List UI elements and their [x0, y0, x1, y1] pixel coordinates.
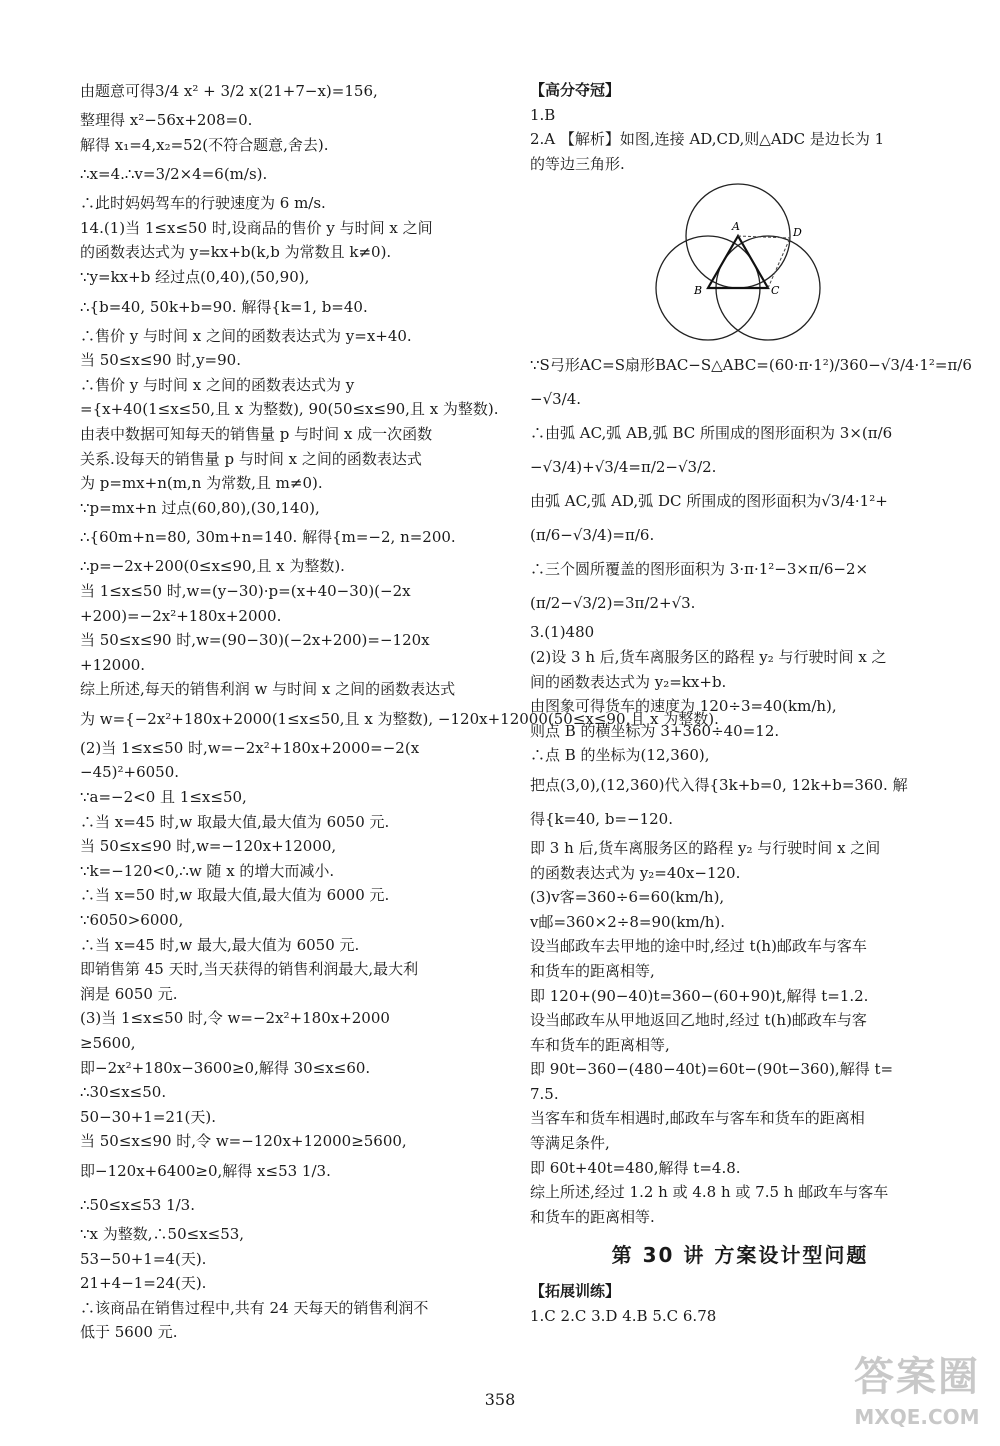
- text-line: 1.C 2.C 3.D 4.B 5.C 6.78: [530, 1307, 717, 1326]
- text-line: ∴当 x=50 时,w 取最大值,最大值为 6000 元.: [80, 886, 390, 905]
- text-line: ∴当 x=45 时,w 取最大值,最大值为 6050 元.: [80, 812, 390, 831]
- text-line: 车和货车的距离相等,: [530, 1035, 670, 1054]
- text-line: ∴{b=40, 50k+b=90. 解得{k=1, b=40.: [80, 297, 368, 316]
- text-line: 7.5.: [530, 1084, 559, 1103]
- text-line: ={x+40(1≤x≤50,且 x 为整数), 90(50≤x≤90,且 x 为整数).: [80, 400, 499, 419]
- text-line: −√3/4)+√3/4=π/2−√3/2.: [530, 458, 717, 477]
- watermark-title: 答案圈: [854, 1354, 980, 1400]
- text-line: 1.B: [530, 105, 556, 124]
- text-line: (3)当 1≤x≤50 时,令 w=−2x²+180x+2000: [80, 1009, 390, 1028]
- text-line: ≥5600,: [80, 1034, 136, 1052]
- text-line: 当 50≤x≤90 时,令 w=−120x+12000≥5600,: [80, 1132, 407, 1151]
- watermark-logo: [842, 1350, 992, 1440]
- text-line: 即 3 h 后,货车离服务区的路程 y₂ 与行驶时间 x 之间: [530, 838, 881, 857]
- text-line: ∵S弓形AC=S扇形BAC−S△ABC=(60·π·1²)/360−√3/4·1²=π/6: [530, 356, 972, 375]
- text-line: ∴此时妈妈驾车的行驶速度为 6 m/s.: [80, 194, 326, 213]
- text-line: 当客车和货车相遇时,邮政车与客车和货车的距离相: [530, 1109, 865, 1128]
- text-line: 当 1≤x≤50 时,w=(y−30)·p=(x+40−30)(−2x: [80, 581, 411, 600]
- segment-cd: [768, 238, 790, 288]
- geometry-diagram: [648, 180, 828, 344]
- right-tail-block: [530, 1279, 950, 1328]
- text-line: 间的函数表达式为 y₂=kx+b.: [530, 672, 727, 691]
- text-line: ∴点 B 的坐标为(12,360),: [530, 746, 710, 765]
- right-column: [530, 74, 972, 1329]
- text-line: ∵a=−2<0 且 1≤x≤50,: [80, 788, 247, 807]
- text-line: 由弧 AC,弧 AD,弧 DC 所围成的图形面积为√3/4·1²+: [530, 492, 888, 511]
- text-line: 则点 B 的横坐标为 3+360÷40=12.: [530, 721, 780, 740]
- text-line: ∴当 x=45 时,w 最大,最大值为 6050 元.: [80, 935, 360, 954]
- lecture-title: 第 30 讲 方案设计型问题: [611, 1243, 869, 1268]
- text-line: 21+4−1=24(天).: [80, 1274, 207, 1293]
- text-line: ∴50≤x≤53 1/3.: [80, 1195, 195, 1214]
- text-line: 为 w={−2x²+180x+2000(1≤x≤50,且 x 为整数), −120x+12000(50≤x≤90,且 x 为整数).: [80, 709, 719, 728]
- text-line: ∴p=−2x+200(0≤x≤90,且 x 为整数).: [80, 557, 345, 576]
- text-line: 设当邮政车从甲地返回乙地时,经过 t(h)邮政车与客: [530, 1011, 867, 1030]
- text-line: 综上所述,经过 1.2 h 或 4.8 h 或 7.5 h 邮政车与客车: [530, 1183, 889, 1202]
- text-line: v邮=360×2÷8=90(km/h).: [530, 912, 726, 931]
- text-line: 把点(3,0),(12,360)代入得{3k+b=0, 12k+b=360. 解: [530, 775, 908, 794]
- text-line: 即 90t−360−(480−40t)=60t−(90t−360),解得 t=: [530, 1060, 894, 1079]
- text-line: ∴30≤x≤50.: [80, 1083, 167, 1102]
- text-line: 50−30+1=21(天).: [80, 1107, 216, 1126]
- text-line: 即 60t+40t=480,解得 t=4.8.: [530, 1158, 741, 1177]
- text-line: (2)当 1≤x≤50 时,w=−2x²+180x+2000=−2(x: [80, 738, 420, 757]
- page-number: 358: [484, 1390, 516, 1409]
- label-a: A: [732, 220, 740, 234]
- text-line: 得{k=40, b=−120.: [530, 809, 673, 828]
- text-line: 解得 x₁=4,x₂=52(不符合题意,舍去).: [80, 135, 329, 154]
- text-line: 3.(1)480: [530, 623, 595, 642]
- label-b: B: [694, 284, 703, 298]
- text-line: 为 p=mx+n(m,n 为常数,且 m≠0).: [80, 474, 323, 493]
- text-line: 即 120+(90−40)t=360−(60+90)t,解得 t=1.2.: [530, 986, 869, 1005]
- text-line: 当 50≤x≤90 时,y=90.: [80, 351, 241, 370]
- text-line: +200)=−2x²+180x+2000.: [80, 606, 282, 625]
- three-circles-figure: [648, 180, 828, 344]
- right-top-block: [530, 78, 950, 176]
- text-line: 由题意可得3/4 x² + 3/2 x(21+7−x)=156,: [80, 82, 378, 100]
- text-line: (π/6−√3/4)=π/6.: [530, 526, 655, 545]
- text-line: 整理得 x²−56x+208=0.: [80, 111, 253, 129]
- text-line: 综上所述,每天的销售利润 w 与时间 x 之间的函数表达式: [80, 680, 456, 699]
- text-line: ∴x=4.∴v=3/2×4=6(m/s).: [80, 165, 268, 184]
- text-line: (π/2−√3/2)=3π/2+√3.: [530, 594, 696, 613]
- text-line: 关系.设每天的销售量 p 与时间 x 之间的函数表达式: [80, 449, 422, 468]
- text-line: 润是 6050 元.: [80, 984, 178, 1003]
- text-line: 等满足条件,: [530, 1134, 610, 1153]
- text-line: ∵p=mx+n 过点(60,80),(30,140),: [80, 498, 320, 517]
- text-line: 53−50+1=4(天).: [80, 1249, 207, 1268]
- text-line: +12000.: [80, 655, 146, 674]
- label-d: D: [793, 226, 802, 240]
- text-line: ∴该商品在销售过程中,共有 24 天每天的销售利润不: [80, 1298, 429, 1317]
- text-line: 由图象可得货车的速度为 120÷3=40(km/h),: [530, 697, 837, 716]
- section-heading: 【拓展训练】: [530, 1282, 621, 1301]
- text-line: 即−2x²+180x−3600≥0,解得 30≤x≤60.: [80, 1058, 371, 1077]
- text-line: ∵y=kx+b 经过点(0,40),(50,90),: [80, 267, 310, 286]
- section-heading: 【高分夺冠】: [530, 81, 621, 99]
- text-line: 的等边三角形.: [530, 154, 625, 173]
- text-line: 低于 5600 元.: [80, 1323, 178, 1342]
- label-c: C: [771, 284, 780, 298]
- text-line: 由表中数据可知每天的销售量 p 与时间 x 成一次函数: [80, 424, 433, 443]
- text-line: ∴{60m+n=80, 30m+n=140. 解得{m=−2, n=200.: [80, 528, 456, 547]
- text-line: 设当邮政车去甲地的途中时,经过 t(h)邮政车与客车: [530, 937, 867, 956]
- text-line: ∴由弧 AC,弧 AB,弧 BC 所围成的图形面积为 3×(π/6: [530, 424, 893, 443]
- text-line: ∴售价 y 与时间 x 之间的函数表达式为 y: [80, 375, 355, 394]
- text-line: (2)设 3 h 后,货车离服务区的路程 y₂ 与行驶时间 x 之: [530, 647, 887, 666]
- text-line: 的函数表达式为 y₂=40x−120.: [530, 863, 741, 882]
- text-line: −45)²+6050.: [80, 763, 180, 782]
- text-line: −√3/4.: [530, 390, 582, 409]
- text-line: ∴三个圆所覆盖的图形面积为 3·π·1²−3×π/6−2×: [530, 560, 869, 579]
- text-line: 14.(1)当 1≤x≤50 时,设商品的售价 y 与时间 x 之间: [80, 218, 433, 237]
- text-line: ∵x 为整数,∴50≤x≤53,: [80, 1224, 245, 1243]
- text-line: ∴售价 y 与时间 x 之间的函数表达式为 y=x+40.: [80, 326, 412, 345]
- text-line: 即−120x+6400≥0,解得 x≤53 1/3.: [80, 1161, 331, 1180]
- text-line: 2.A 【解析】如图,连接 AD,CD,则△ADC 是边长为 1: [530, 130, 885, 149]
- text-line: 的函数表达式为 y=kx+b(k,b 为常数且 k≠0).: [80, 243, 392, 262]
- text-line: 和货车的距离相等.: [530, 1207, 655, 1226]
- text-line: (3)v客=360÷6=60(km/h),: [530, 888, 725, 907]
- watermark-url: MXQE.COM: [854, 1405, 980, 1429]
- text-line: 当 50≤x≤90 时,w=(90−30)(−2x+200)=−120x: [80, 631, 430, 650]
- text-line: ∵k=−120<0,∴w 随 x 的增大而减小.: [80, 861, 335, 880]
- text-line: ∵6050>6000,: [80, 911, 184, 930]
- right-bottom-block: [530, 348, 972, 1229]
- text-line: 即销售第 45 天时,当天获得的销售利润最大,最大利: [80, 960, 419, 979]
- text-line: 和货车的距离相等,: [530, 961, 655, 980]
- text-line: 当 50≤x≤90 时,w=−120x+12000,: [80, 837, 337, 856]
